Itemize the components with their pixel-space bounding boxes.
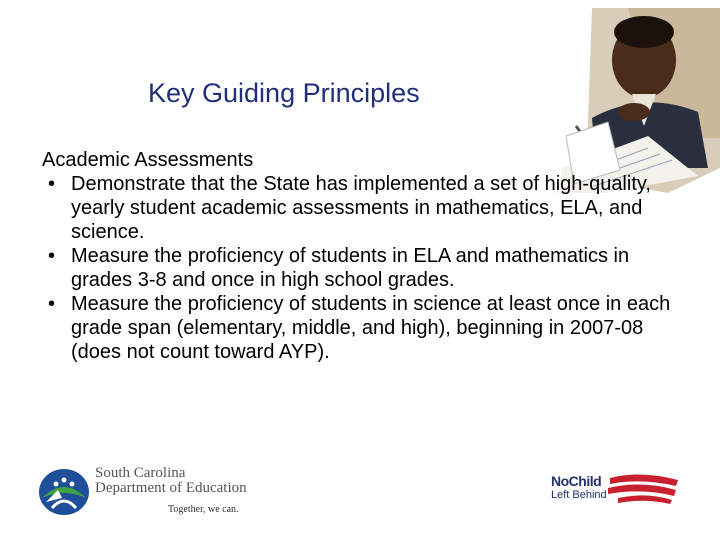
nclb-line1: NoChild	[551, 473, 602, 489]
nclb-line2: Left Behind	[551, 489, 607, 501]
sc-department-of-education-logo	[38, 464, 253, 520]
bullet-dot: •	[48, 245, 56, 267]
sc-tagline: Together, we can.	[168, 504, 239, 515]
bullet-text: Measure the proficiency of students in science at least once in each grade span (elementary, middle, and high), beginning in 2007-08 (does not count toward AYP).	[71, 293, 671, 363]
bullet-dot: •	[48, 293, 56, 315]
slide-title: Key Guiding Principles	[148, 78, 420, 108]
slide-body	[42, 148, 682, 364]
bullet-item	[42, 292, 682, 364]
section-heading: Academic Assessments	[42, 149, 254, 171]
sc-name-line1: South Carolina	[95, 465, 186, 481]
sc-emblem-icon	[38, 468, 90, 516]
bullet-text: Demonstrate that the State has implemented a set of high-quality, yearly student academic assessments in mathematics, ELA, and science.	[71, 173, 651, 243]
sc-department-name	[95, 466, 247, 496]
bullet-item	[42, 172, 682, 244]
bullet-item	[42, 244, 682, 292]
no-child-left-behind-logo	[548, 470, 680, 510]
sc-name-line2: Department of Education	[95, 480, 247, 496]
bullet-text: Measure the proficiency of students in ELA and mathematics in grades 3-8 and once in high school grades.	[71, 245, 630, 291]
bullet-dot: •	[48, 173, 56, 195]
bullet-list	[42, 172, 682, 364]
